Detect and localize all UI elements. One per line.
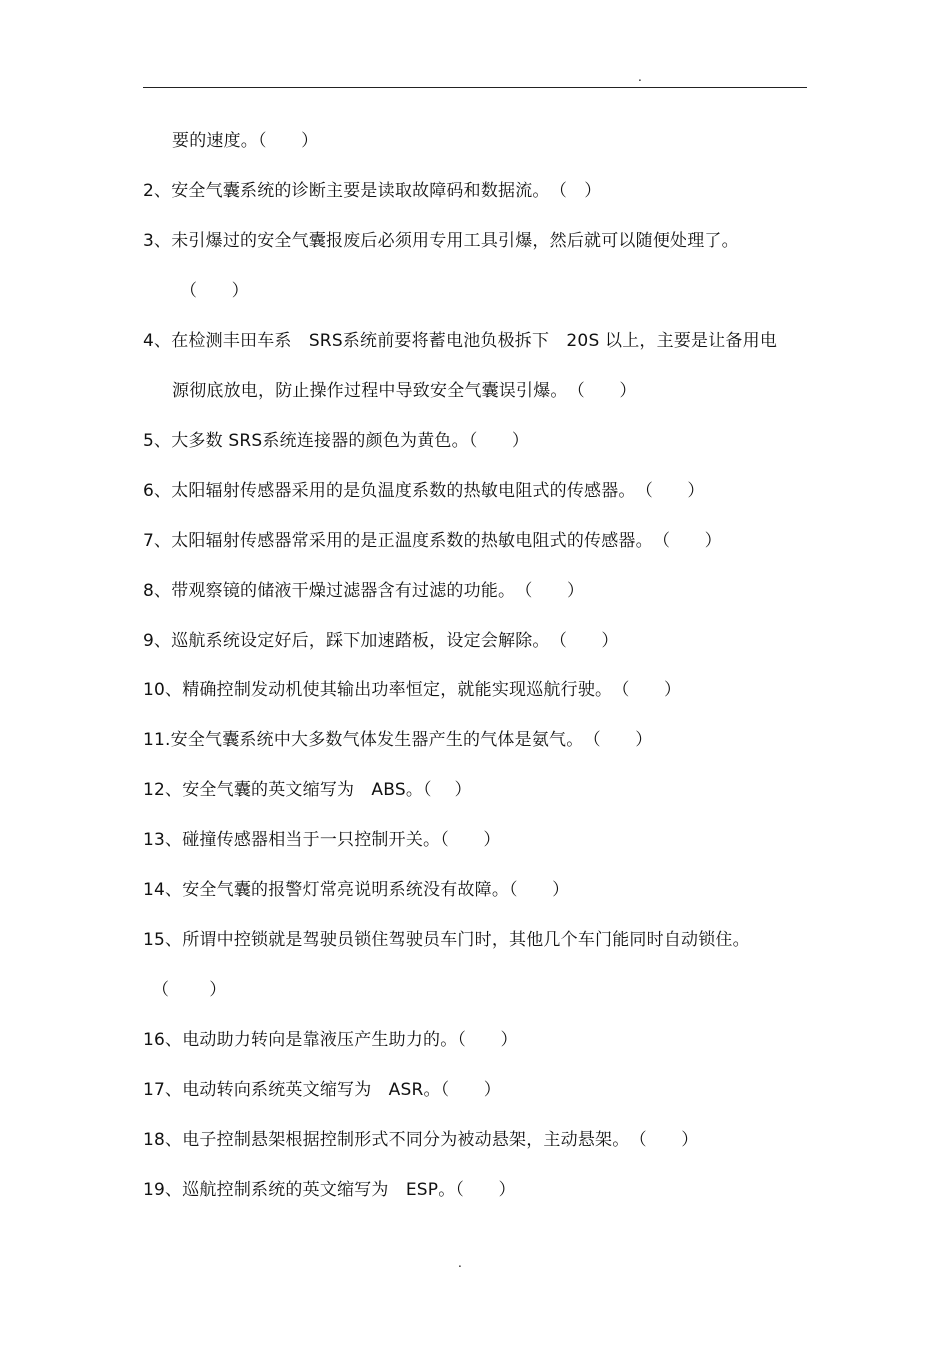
- question-line-15-continuation: （ ）: [152, 980, 227, 1000]
- question-line-4-continuation: 源彻底放电，防止操作过程中导致安全气囊误引爆。 （ ）: [172, 381, 637, 401]
- question-line-2: 2、安全气囊系统的诊断主要是读取故障码和数据流。 （ ）: [143, 181, 602, 201]
- question-line-3: 3、未引爆过的安全气囊报废后必须用专用工具引爆，然后就可以随便处理了。: [143, 231, 739, 251]
- question-line-3-continuation: （ ）: [180, 281, 249, 301]
- question-line-7: 7、太阳辐射传感器常采用的是正温度系数的热敏电阻式的传感器。 （ ）: [143, 531, 722, 551]
- question-line-19: 19、巡航控制系统的英文缩写为 ESP。（ ）: [143, 1180, 516, 1200]
- question-line-12: 12、安全气囊的英文缩写为 ABS。（ ）: [143, 780, 472, 800]
- question-line-11: 11.安全气囊系统中大多数气体发生器产生的气体是氨气。 （ ）: [143, 730, 653, 750]
- question-line-15: 15、所谓中控锁就是驾驶员锁住驾驶员车门时，其他几个车门能同时自动锁住。: [143, 930, 750, 950]
- question-line-13: 13、碰撞传感器相当于一只控制开关。（ ）: [143, 830, 501, 850]
- question-line-8: 8、带观察镜的储液干燥过滤器含有过滤的功能。 （ ）: [143, 581, 585, 601]
- question-line-17: 17、电动转向系统英文缩写为 ASR。（ ）: [143, 1080, 501, 1100]
- footer-dot: .: [458, 1256, 462, 1270]
- question-line-6: 6、太阳辐射传感器采用的是负温度系数的热敏电阻式的传感器。 （ ）: [143, 481, 705, 501]
- question-line-14: 14、安全气囊的报警灯常亮说明系统没有故障。（ ）: [143, 880, 570, 900]
- question-line-9: 9、巡航系统设定好后，踩下加速踏板，设定会解除。 （ ）: [143, 631, 619, 651]
- header-rule: [143, 87, 807, 88]
- question-line-10: 10、精确控制发动机使其输出功率恒定，就能实现巡航行驶。 （ ）: [143, 680, 682, 700]
- question-line-4: 4、在检测丰田车系 SRS系统前要将蓄电池负极拆下 20S 以上，主要是让备用电: [143, 331, 778, 351]
- question-line-5: 5、大多数 SRS系统连接器的颜色为黄色。（ ）: [143, 431, 530, 451]
- question-line-18: 18、电子控制悬架根据控制形式不同分为被动悬架，主动悬架。 （ ）: [143, 1130, 699, 1150]
- question-line-16: 16、电动助力转向是靠液压产生助力的。（ ）: [143, 1030, 518, 1050]
- header-dot: .: [638, 70, 642, 84]
- question-line-continuation: 要的速度。（ ）: [172, 131, 319, 151]
